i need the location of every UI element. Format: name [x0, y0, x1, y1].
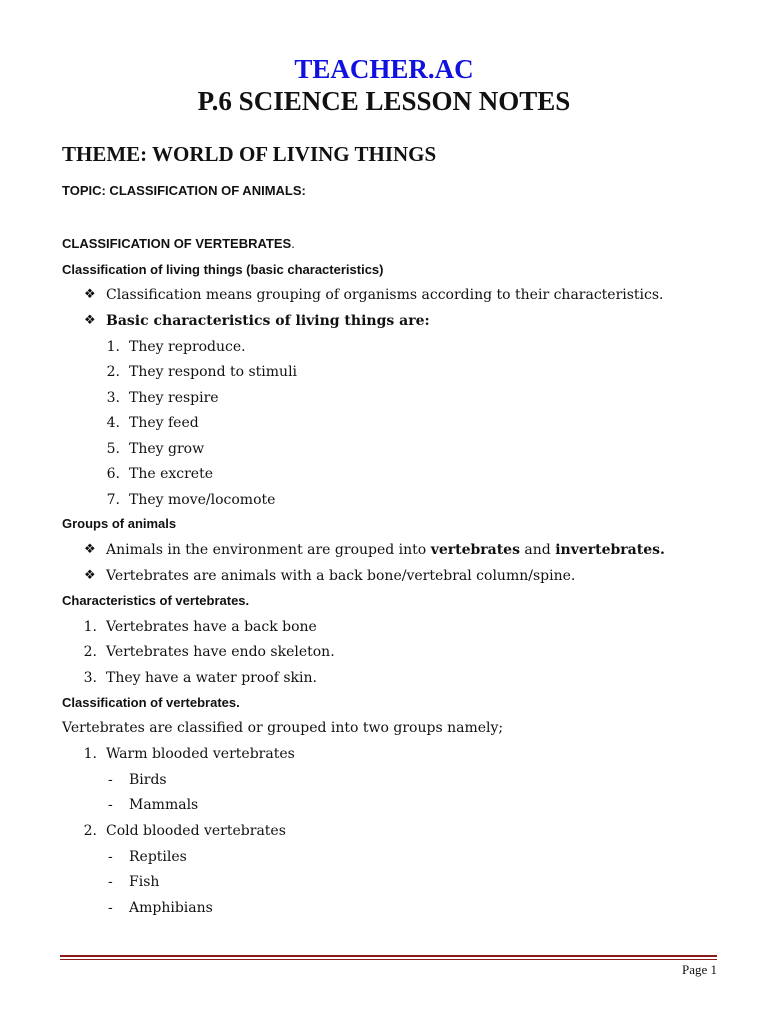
theme-heading: THEME: WORLD OF LIVING THINGS [62, 142, 437, 166]
page-number: Page 1 [681, 962, 717, 977]
footer-rule [60, 955, 717, 957]
basic-characteristics-heading: Classification of living things (basic characteristics) [62, 262, 384, 277]
classification-intro: Vertebrates are classified or grouped into two groups namely; [62, 720, 504, 736]
brand-title: TEACHER.AC [294, 54, 474, 84]
topic-heading: TOPIC: CLASSIFICATION OF ANIMALS: [62, 183, 306, 198]
diamond-bullet-icon: ❖ [84, 287, 96, 302]
document-page: TEACHER.AC P.6 SCIENCE LESSON NOTES THEME: WORLD OF LIVING THINGS TOPIC: CLASSIFICATION OF ANIMALS: CLASSIFICATION OF VERTEBRATES. Classification of living things (basic characteristics) ❖ Classification means grouping of organisms according to their characteristics. ❖ Basic characteristics of living things are: 1. They reproduce. 2. They respond to stimuli 3. They respire 4. They feed 5. They grow 6. The excrete 7. They move/locomote Groups of animals ❖ Animals in the environment are grouped into vertebrates and invertebrates. ❖ Vertebrates are animals with a back bone/vertebral column/spine. Characteristics of vertebrates. 1. Vertebrates have a back bone 2. Vertebrates have endo skeleton. 3. They have a water proof skin. Classification of vertebrates. Vertebrates are classified or grouped into two groups namely; 1. Warm blooded vertebrates - Birds - Mammals 2. Cold blooded vertebrates - Reptiles - Fish - Amphibians Page 1 [0, 0, 768, 1024]
diamond-bullet-icon: ❖ [84, 313, 96, 328]
classification-heading: Classification of vertebrates. [62, 695, 240, 710]
footer-rule-thin [60, 959, 717, 960]
page-title: P.6 SCIENCE LESSON NOTES [197, 86, 571, 116]
section-heading: CLASSIFICATION OF VERTEBRATES. [62, 236, 295, 251]
groups-heading: Groups of animals [62, 516, 177, 531]
characteristics-heading: Characteristics of vertebrates. [62, 593, 250, 608]
diamond-bullet-icon: ❖ [84, 568, 96, 583]
diamond-bullet-icon: ❖ [84, 542, 96, 557]
